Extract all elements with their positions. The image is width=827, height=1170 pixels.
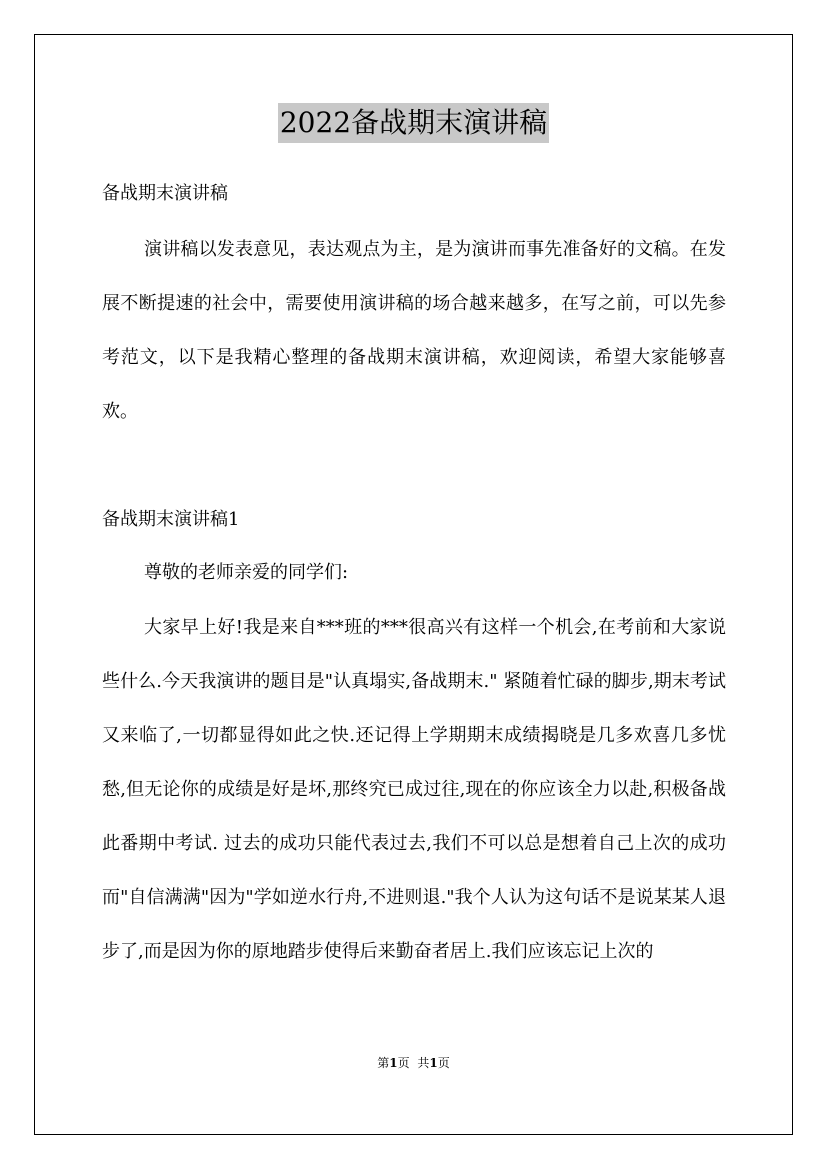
body-paragraph: 大家早上好!我是来自***班的***很高兴有这样一个机会,在考前和大家说些什么.今天我演讲的题目是"认真塌实,备战期末." 紧随着忙碌的脚步,期末考试又来临了,一切都显得如此之快.还记得上学期期末成绩揭晓是几多欢喜几多忧愁,但无论你的成绩是好是坏,那终究已成过往,现在的你应该全力以赴,积极备战此番期中考试. 过去的成功只能代表过去,我们不可以总是想着自己上次的成功而"自信满满"因为"学如逆水行舟,不进则退."我个人认为这句话不是说某某人退步了,而是因为你的原地踏步使得后来勤奋者居上.我们应该忘记上次的: [102, 617, 726, 962]
title-wrap: [0, 103, 827, 143]
total-unit: 页: [437, 1056, 450, 1070]
subtitle: 备战期末演讲稿: [102, 183, 228, 204]
total-prefix: 共: [417, 1056, 430, 1070]
page-footer: [0, 1055, 827, 1071]
page-unit: 页: [397, 1056, 410, 1070]
page-current: 1: [389, 1056, 398, 1070]
intro-paragraph: 演讲稿以发表意见，表达观点为主，是为演讲而事先准备好的文稿。在发展不断提速的社会中，需要使用演讲稿的场合越来越多，在写之前，可以先参考范文，以下是我精心整理的备战期末演讲稿，欢迎阅读，希望大家能够喜欢。: [102, 239, 726, 422]
section-heading: 备战期末演讲稿1: [102, 509, 240, 530]
page-total: 1: [429, 1056, 438, 1070]
greeting: 尊敬的老师亲爱的同学们:: [144, 562, 349, 583]
page-prefix: 第: [377, 1056, 390, 1070]
document-title: 2022备战期末演讲稿: [278, 103, 549, 143]
